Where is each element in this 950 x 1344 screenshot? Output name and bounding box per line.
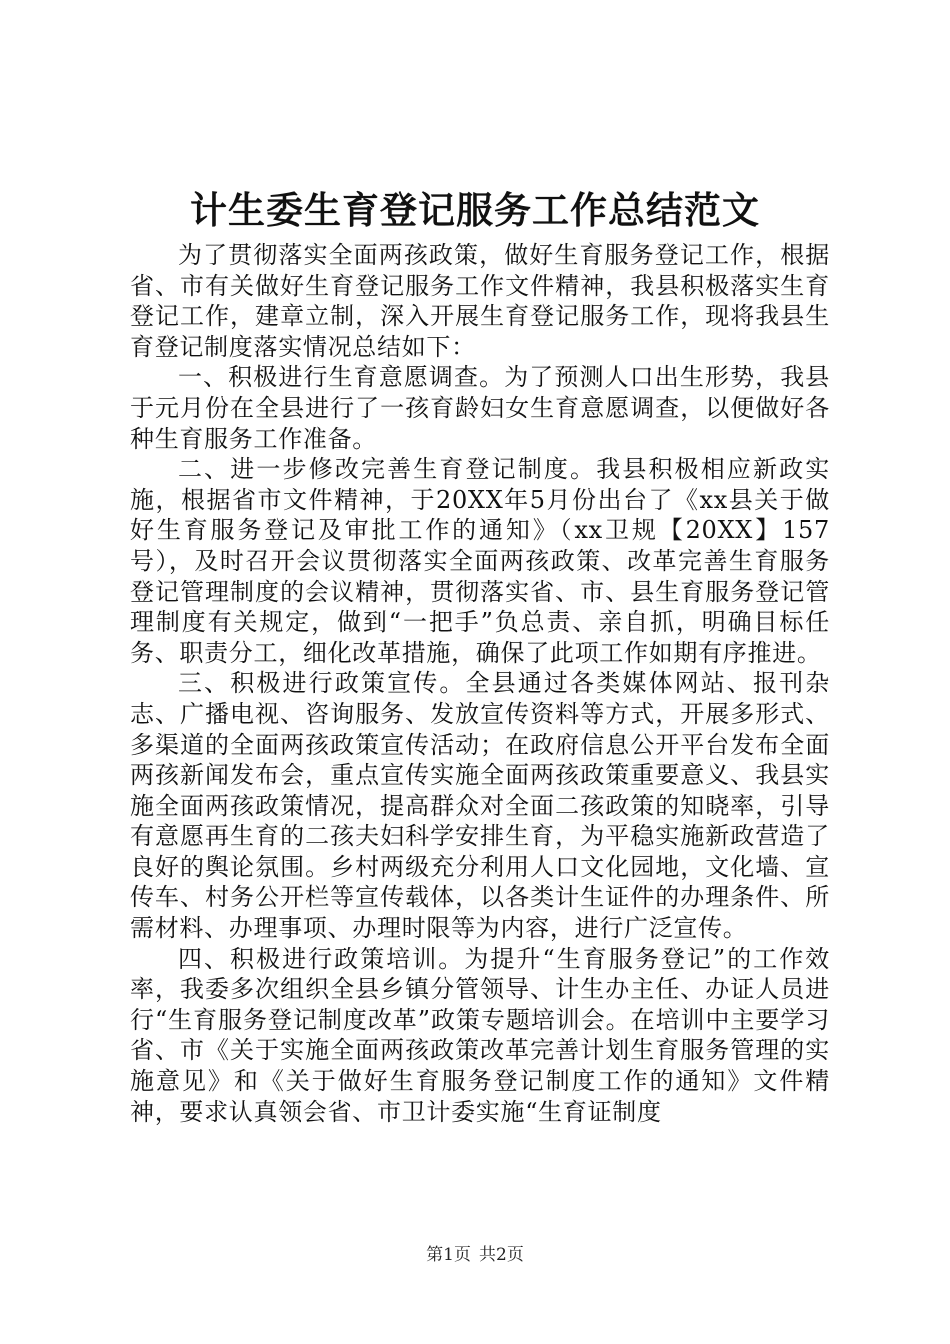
document-title: 计生委生育登记服务工作总结范文 [190,188,760,232]
paragraph-intro: 为了贯彻落实全面两孩政策，做好生育服务登记工作，根据省、市有关做好生育登记服务工作文件精神，我县积极落实生育登记工作，建章立制，深入开展生育登记服务工作，现将我县生育登记制度落实情况总结如下： [130,241,830,361]
paragraph-section-3: 三、积极进行政策宣传。全县通过各类媒体网站、报刊杂志、广播电视、咨询服务、发放宣传资料等方式，开展多形式、多渠道的全面两孩政策宣传活动；在政府信息公开平台发布全面两孩新闻发布会，重点宣传实施全面两孩政策重要意义、我县实施全面两孩政策情况，提高群众对全面二孩政策的知晓率，引导有意愿再生育的二孩夫妇科学安排生育，为平稳实施新政营造了良好的舆论氛围。乡村两级充分利用人口文化园地，文化墙、宣传车、村务公开栏等宣传载体，以各类计生证件的办理条件、所需材料、办理事项、办理时限等为内容，进行广泛宣传。 [130,669,830,943]
page-footer [0,1244,950,1266]
paragraph-section-4: 四、积极进行政策培训。为提升“生育服务登记”的工作效率，我委多次组织全县乡镇分管领导、计生办主任、办证人员进行“生育服务登记制度改革”政策专题培训会。在培训中主要学习省、市《关于实施全面两孩政策改革完善计划生育服务管理的实施意见》和《关于做好生育服务登记制度工作的通知》文件精神，要求认真领会省、市卫计委实施“生育证制度 [130,944,830,1126]
page-number: 第1页 [426,1245,471,1265]
paragraph-section-2: 二、进一步修改完善生育登记制度。我县积极相应新政实施，根据省市文件精神，于20XX年5月份出台了《xx县关于做好生育服务登记及审批工作的通知》（xx卫规【20XX】157号），及时召开会议贯彻落实全面两孩政策、改革完善生育服务登记管理制度的会议精神，贯彻落实省、市、县生育服务登记管理制度有关规定，做到“一把手”负总责、亲自抓，明确目标任务、职责分工，细化改革措施，确保了此项工作如期有序推进。 [130,455,830,667]
paragraph-section-1: 一、积极进行生育意愿调查。为了预测人口出生形势，我县于元月份在全县进行了一孩育龄妇女生育意愿调查，以便做好各种生育服务工作准备。 [130,363,830,453]
page-total: 共2页 [479,1245,524,1265]
document-body [130,240,830,1127]
